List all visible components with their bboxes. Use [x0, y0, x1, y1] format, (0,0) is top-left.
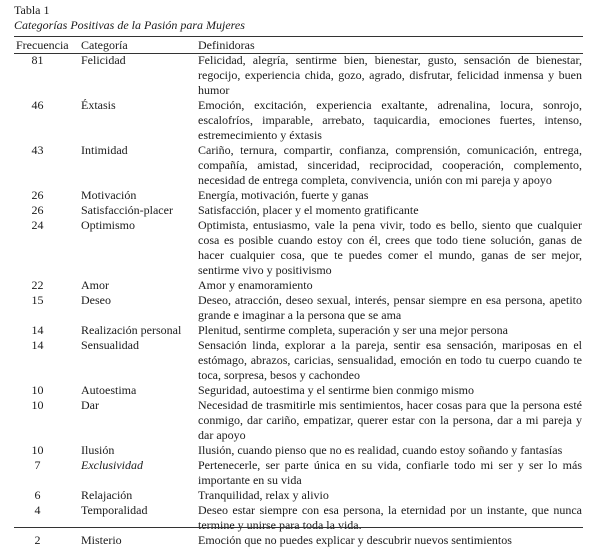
header-frecuencia: Frecuencia [16, 38, 69, 52]
frecuencia-cell: 26 [31, 188, 44, 202]
frecuencia-cell: 6 [34, 488, 41, 502]
table-body [0, 53, 593, 548]
table-row [0, 488, 593, 503]
frecuencia-cell: 7 [34, 458, 41, 472]
categoria-cell: Autoestima [81, 383, 137, 397]
table-row [0, 98, 593, 143]
table-number: Tabla 1 [14, 3, 50, 17]
table-row [0, 398, 593, 443]
table-row [0, 338, 593, 383]
definidoras-cell: Energía, motivación, fuerte y ganas [198, 188, 369, 202]
frecuencia-cell: 14 [31, 338, 44, 352]
definidoras-cell: Emoción, excitación, experiencia exaltante, adrenalina, locura, sonrojo, escalofríos, imparable, arrebato, taquicardia, emociones fuertes, intenso, estremecimiento y éxtasis [198, 98, 582, 142]
frecuencia-cell: 10 [31, 398, 44, 412]
definidoras-cell: Optimista, entusiasmo, vale la pena vivir, todo es bello, siento que cualquier cosa es posible cuando estoy con él, crees que todo tiene solución, ganas de hacer cualquier cosa, que te puedes comer el mundo, ganas de ser mejor, sentirme vivo y positivismo [198, 218, 582, 277]
table-row [0, 503, 593, 533]
definidoras-cell: Ilusión, cuando pienso que no es realidad, cuando estoy soñando y fantasías [198, 443, 563, 457]
table-row [0, 443, 593, 458]
categoria-cell: Sensualidad [81, 338, 139, 352]
frecuencia-cell: 26 [31, 203, 44, 217]
categoria-cell: Dar [81, 398, 99, 412]
categoria-cell: Motivación [81, 188, 137, 202]
definidoras-cell: Deseo estar siempre con esa persona, la eternidad por un instante, que nunca termine y unirse para toda la vida. [198, 503, 582, 532]
definidoras-cell: Deseo, atracción, deseo sexual, interés, pensar siempre en esa persona, apetito grande e imaginar a la persona que se ama [198, 293, 582, 322]
definidoras-cell: Amor y enamoramiento [198, 278, 313, 292]
categoria-cell: Exclusividad [81, 458, 143, 472]
table-top-rule [14, 36, 583, 37]
frecuencia-cell: 4 [34, 503, 41, 517]
categoria-cell: Satisfacción-placer [81, 203, 173, 217]
table-bottom-rule [14, 527, 583, 528]
categoria-cell: Optimismo [81, 218, 136, 232]
definidoras-cell: Seguridad, autoestima y el sentirme bien conmigo mismo [198, 383, 474, 397]
table-row [0, 323, 593, 338]
definidoras-cell: Sensación linda, explorar a la pareja, sentir esa sensación, mariposas en el estómago, abrazos, caricias, sensualidad, emoción en todo tu cuerpo cuando te toca, sorpresa, besos y cachondeo [198, 338, 582, 382]
definidoras-cell: Necesidad de trasmitirle mis sentimientos, hacer cosas para que la persona esté conmigo, dar cariño, empatizar, querer estar con la persona, dar a mi pareja y dar apoyo [198, 398, 582, 442]
categoria-cell: Éxtasis [81, 98, 116, 112]
table-row [0, 293, 593, 323]
definidoras-cell: Pertenecerle, ser parte única en su vida, confiarle todo mi ser y ser lo más importante en su vida [198, 458, 582, 487]
categoria-cell: Temporalidad [81, 503, 148, 517]
definidoras-cell: Tranquilidad, relax y alivio [198, 488, 329, 502]
table-row [0, 53, 593, 98]
frecuencia-cell: 81 [31, 53, 44, 67]
frecuencia-cell: 10 [31, 443, 44, 457]
frecuencia-cell: 2 [34, 533, 41, 547]
frecuencia-cell: 43 [31, 143, 44, 157]
header-categoria: Categoría [81, 38, 128, 52]
definidoras-cell: Felicidad, alegría, sentirme bien, bienestar, gusto, sensación de bienestar, regocijo, experiencia chida, gozo, agrado, disfrutar, felicidad inmensa y buen humor [198, 53, 582, 97]
frecuencia-cell: 46 [31, 98, 44, 112]
categoria-cell: Realización personal [81, 323, 182, 337]
table-caption: Categorías Positivas de la Pasión para Mujeres [14, 18, 245, 32]
frecuencia-cell: 22 [31, 278, 44, 292]
table-row [0, 143, 593, 188]
table-row [0, 218, 593, 278]
definidoras-cell: Satisfacción, placer y el momento gratificante [198, 203, 419, 217]
categoria-cell: Misterio [81, 533, 122, 547]
categoria-cell: Ilusión [81, 443, 115, 457]
frecuencia-cell: 14 [31, 323, 44, 337]
frecuencia-cell: 15 [31, 293, 44, 307]
table-row [0, 458, 593, 488]
table-row [0, 533, 593, 548]
definidoras-cell: Cariño, ternura, compartir, confianza, comprensión, comunicación, entrega, compañía, amistad, sinceridad, reciprocidad, cooperación, complemento, necesidad de entrega completa, convivencia, unión con mi pareja y apoyo [198, 143, 582, 187]
table-row [0, 278, 593, 293]
categoria-cell: Relajación [81, 488, 133, 502]
definidoras-cell: Emoción que no puedes explicar y descubrir nuevos sentimientos [198, 533, 512, 547]
frecuencia-cell: 24 [31, 218, 44, 232]
categoria-cell: Deseo [81, 293, 111, 307]
categoria-cell: Intimidad [81, 143, 128, 157]
header-definidoras: Definidoras [198, 38, 255, 52]
table-row [0, 203, 593, 218]
frecuencia-cell: 10 [31, 383, 44, 397]
table-row [0, 188, 593, 203]
categoria-cell: Felicidad [81, 53, 126, 67]
categoria-cell: Amor [81, 278, 109, 292]
definidoras-cell: Plenitud, sentirme completa, superación y ser una mejor persona [198, 323, 508, 337]
table-row [0, 383, 593, 398]
